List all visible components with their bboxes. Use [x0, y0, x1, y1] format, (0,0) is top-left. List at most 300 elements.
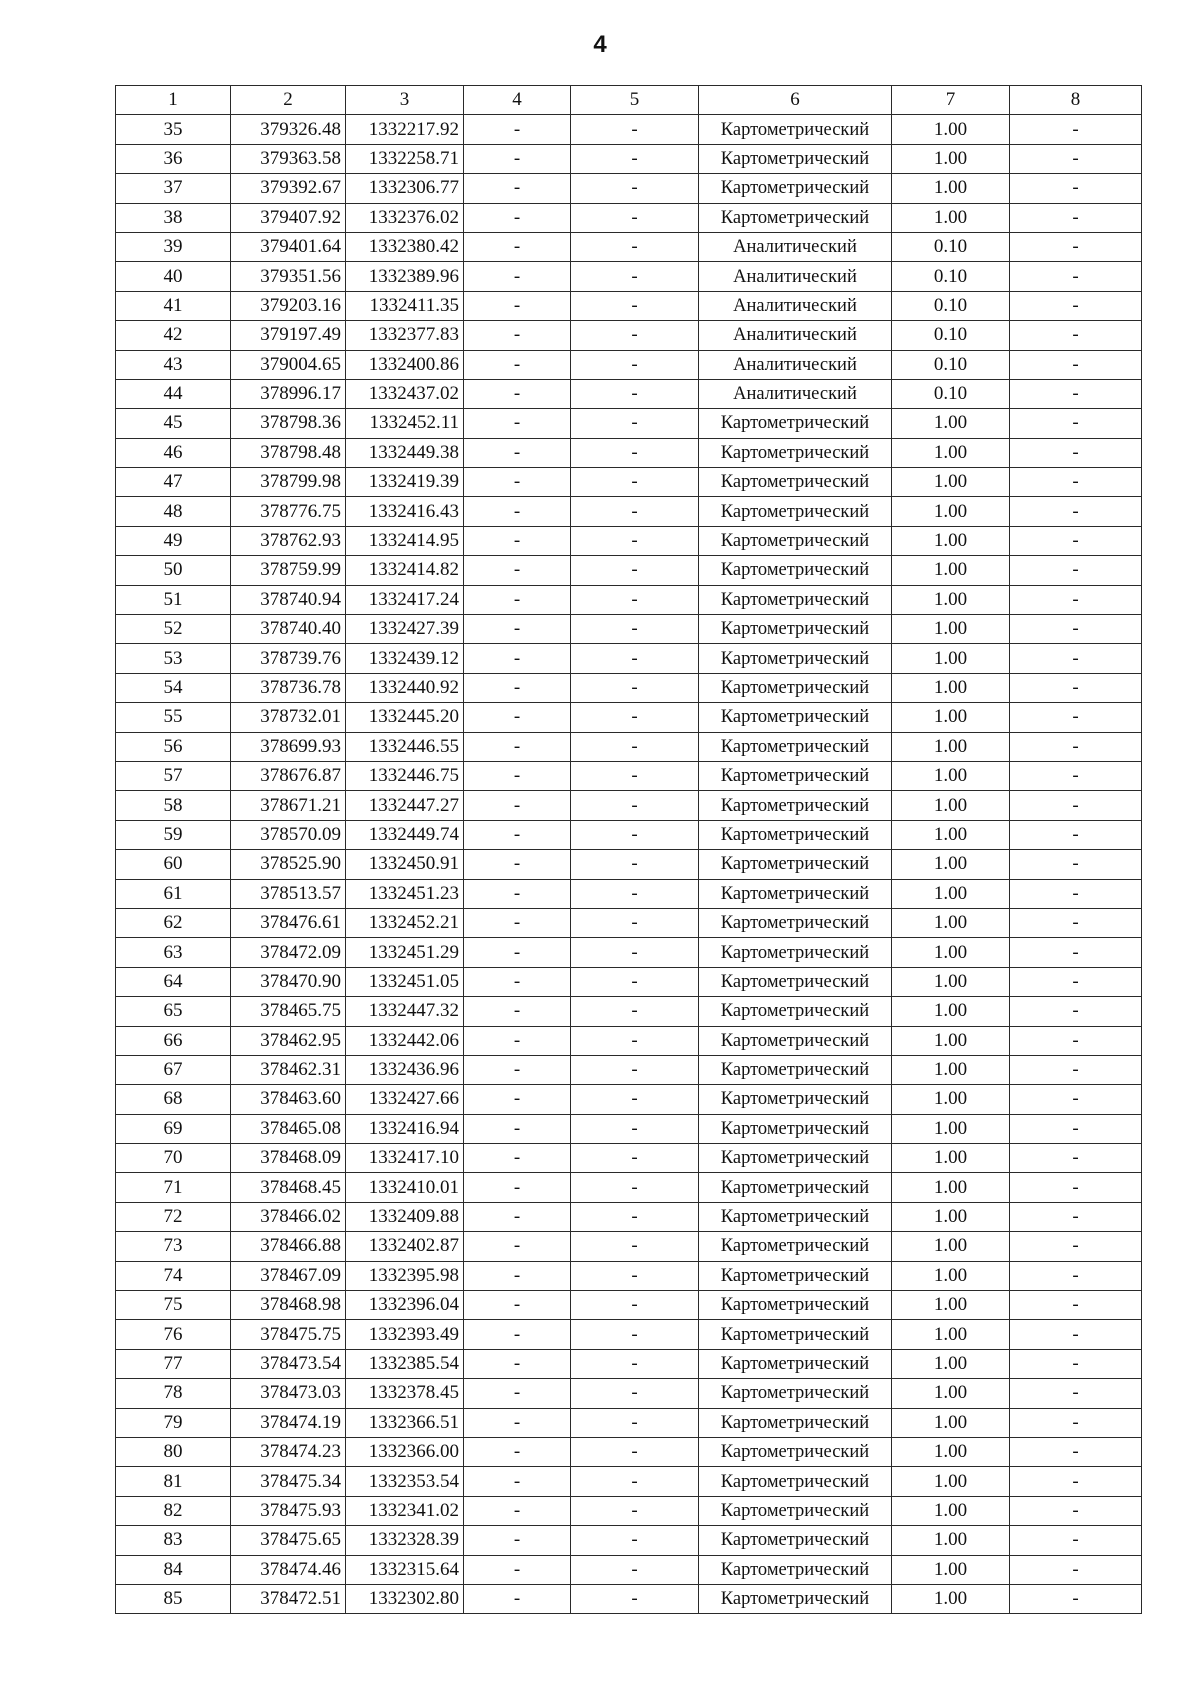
cell-col-8: - [1010, 1526, 1142, 1555]
cell-accuracy: 1.00 [892, 732, 1010, 761]
table-row [116, 967, 1142, 996]
cell-coord-x: 378468.09 [231, 1144, 346, 1173]
cell-coord-x: 378472.51 [231, 1584, 346, 1613]
cell-col-8: - [1010, 673, 1142, 702]
cell-col-4: - [464, 1055, 571, 1084]
cell-col-5: - [571, 409, 699, 438]
cell-col-8: - [1010, 1055, 1142, 1084]
cell-coord-x: 378762.93 [231, 526, 346, 555]
cell-method: Картометрический [699, 1584, 892, 1613]
cell-accuracy: 1.00 [892, 703, 1010, 732]
cell-coord-x: 378475.65 [231, 1526, 346, 1555]
cell-col-5: - [571, 1173, 699, 1202]
cell-point-number: 36 [116, 144, 231, 173]
cell-coord-x: 378468.98 [231, 1291, 346, 1320]
cell-accuracy: 1.00 [892, 850, 1010, 879]
cell-coord-y: 1332409.88 [346, 1202, 464, 1231]
cell-coord-y: 1332417.24 [346, 585, 464, 614]
cell-coord-y: 1332328.39 [346, 1526, 464, 1555]
cell-col-8: - [1010, 1408, 1142, 1437]
cell-coord-x: 378476.61 [231, 908, 346, 937]
cell-col-4: - [464, 1496, 571, 1525]
table-row [116, 850, 1142, 879]
cell-coord-x: 379197.49 [231, 321, 346, 350]
cell-col-8: - [1010, 1261, 1142, 1290]
cell-col-8: - [1010, 761, 1142, 790]
cell-accuracy: 1.00 [892, 115, 1010, 144]
cell-point-number: 78 [116, 1379, 231, 1408]
cell-col-4: - [464, 1232, 571, 1261]
cell-accuracy: 1.00 [892, 1261, 1010, 1290]
cell-col-4: - [464, 144, 571, 173]
table-row [116, 526, 1142, 555]
cell-col-4: - [464, 1291, 571, 1320]
cell-point-number: 61 [116, 879, 231, 908]
table-row [116, 1232, 1142, 1261]
table-row [116, 379, 1142, 408]
cell-col-4: - [464, 1085, 571, 1114]
cell-col-4: - [464, 761, 571, 790]
cell-coord-x: 378570.09 [231, 820, 346, 849]
cell-method: Картометрический [699, 1114, 892, 1143]
cell-point-number: 64 [116, 967, 231, 996]
cell-coord-x: 379203.16 [231, 291, 346, 320]
cell-accuracy: 1.00 [892, 409, 1010, 438]
cell-point-number: 37 [116, 174, 231, 203]
cell-point-number: 57 [116, 761, 231, 790]
cell-method: Картометрический [699, 997, 892, 1026]
cell-method: Картометрический [699, 497, 892, 526]
cell-col-5: - [571, 321, 699, 350]
cell-coord-x: 378759.99 [231, 556, 346, 585]
cell-col-8: - [1010, 879, 1142, 908]
cell-accuracy: 1.00 [892, 1555, 1010, 1584]
cell-col-8: - [1010, 791, 1142, 820]
table-row [116, 409, 1142, 438]
cell-col-8: - [1010, 1467, 1142, 1496]
cell-coord-x: 378799.98 [231, 468, 346, 497]
cell-col-8: - [1010, 938, 1142, 967]
cell-accuracy: 1.00 [892, 144, 1010, 173]
cell-coord-y: 1332452.11 [346, 409, 464, 438]
cell-coord-x: 378525.90 [231, 850, 346, 879]
cell-coord-y: 1332439.12 [346, 644, 464, 673]
cell-col-4: - [464, 350, 571, 379]
cell-coord-x: 378475.93 [231, 1496, 346, 1525]
cell-col-4: - [464, 1026, 571, 1055]
table-row [116, 703, 1142, 732]
table-row [116, 1320, 1142, 1349]
cell-accuracy: 1.00 [892, 1173, 1010, 1202]
table-row [116, 908, 1142, 937]
cell-col-5: - [571, 673, 699, 702]
column-header-3: 3 [346, 86, 464, 115]
cell-coord-y: 1332451.23 [346, 879, 464, 908]
cell-point-number: 67 [116, 1055, 231, 1084]
cell-col-4: - [464, 232, 571, 261]
table-row [116, 820, 1142, 849]
table-row [116, 1496, 1142, 1525]
cell-col-4: - [464, 703, 571, 732]
cell-accuracy: 1.00 [892, 791, 1010, 820]
cell-coord-x: 378466.02 [231, 1202, 346, 1231]
cell-accuracy: 0.10 [892, 350, 1010, 379]
cell-coord-y: 1332414.95 [346, 526, 464, 555]
cell-coord-y: 1332416.43 [346, 497, 464, 526]
cell-coord-y: 1332389.96 [346, 262, 464, 291]
cell-coord-y: 1332378.45 [346, 1379, 464, 1408]
cell-col-5: - [571, 1408, 699, 1437]
cell-col-5: - [571, 350, 699, 379]
cell-col-4: - [464, 1437, 571, 1466]
cell-coord-x: 378740.94 [231, 585, 346, 614]
cell-coord-y: 1332366.00 [346, 1437, 464, 1466]
cell-method: Аналитический [699, 379, 892, 408]
cell-point-number: 42 [116, 321, 231, 350]
cell-accuracy: 1.00 [892, 1467, 1010, 1496]
cell-col-4: - [464, 526, 571, 555]
cell-coord-x: 378513.57 [231, 879, 346, 908]
table-row [116, 732, 1142, 761]
cell-col-8: - [1010, 1379, 1142, 1408]
cell-method: Картометрический [699, 468, 892, 497]
cell-coord-x: 378732.01 [231, 703, 346, 732]
table-row [116, 585, 1142, 614]
cell-col-5: - [571, 1202, 699, 1231]
cell-coord-y: 1332417.10 [346, 1144, 464, 1173]
cell-method: Картометрический [699, 703, 892, 732]
cell-coord-y: 1332410.01 [346, 1173, 464, 1202]
cell-accuracy: 1.00 [892, 1379, 1010, 1408]
table-row [116, 438, 1142, 467]
cell-method: Картометрический [699, 1379, 892, 1408]
cell-col-8: - [1010, 144, 1142, 173]
cell-col-4: - [464, 997, 571, 1026]
cell-coord-y: 1332258.71 [346, 144, 464, 173]
cell-col-5: - [571, 556, 699, 585]
table-row [116, 1437, 1142, 1466]
cell-col-8: - [1010, 468, 1142, 497]
cell-col-5: - [571, 1555, 699, 1584]
cell-accuracy: 0.10 [892, 232, 1010, 261]
cell-col-4: - [464, 1261, 571, 1290]
cell-coord-y: 1332396.04 [346, 1291, 464, 1320]
cell-col-4: - [464, 262, 571, 291]
cell-accuracy: 1.00 [892, 1291, 1010, 1320]
cell-coord-y: 1332449.38 [346, 438, 464, 467]
column-header-6: 6 [699, 86, 892, 115]
cell-col-4: - [464, 468, 571, 497]
cell-coord-y: 1332416.94 [346, 1114, 464, 1143]
cell-col-4: - [464, 1144, 571, 1173]
cell-accuracy: 1.00 [892, 938, 1010, 967]
cell-col-8: - [1010, 203, 1142, 232]
cell-point-number: 47 [116, 468, 231, 497]
cell-coord-y: 1332447.32 [346, 997, 464, 1026]
cell-col-4: - [464, 967, 571, 996]
table-row [116, 174, 1142, 203]
cell-accuracy: 0.10 [892, 262, 1010, 291]
cell-col-8: - [1010, 732, 1142, 761]
coordinates-table [115, 85, 1142, 1614]
table-row [116, 997, 1142, 1026]
cell-method: Картометрический [699, 938, 892, 967]
cell-coord-x: 379407.92 [231, 203, 346, 232]
table-row [116, 1202, 1142, 1231]
cell-method: Картометрический [699, 556, 892, 585]
cell-method: Аналитический [699, 321, 892, 350]
cell-col-5: - [571, 997, 699, 1026]
cell-col-5: - [571, 379, 699, 408]
cell-col-4: - [464, 644, 571, 673]
cell-col-8: - [1010, 967, 1142, 996]
column-header-4: 4 [464, 86, 571, 115]
cell-col-5: - [571, 144, 699, 173]
cell-coord-x: 378739.76 [231, 644, 346, 673]
cell-coord-x: 378776.75 [231, 497, 346, 526]
cell-col-8: - [1010, 820, 1142, 849]
cell-accuracy: 1.00 [892, 468, 1010, 497]
cell-col-4: - [464, 1526, 571, 1555]
header-row [116, 86, 1142, 115]
cell-coord-x: 378473.54 [231, 1349, 346, 1378]
cell-col-4: - [464, 497, 571, 526]
table-row [116, 1349, 1142, 1378]
cell-col-4: - [464, 820, 571, 849]
cell-coord-x: 378467.09 [231, 1261, 346, 1290]
cell-col-4: - [464, 291, 571, 320]
cell-accuracy: 0.10 [892, 321, 1010, 350]
table-row [116, 1114, 1142, 1143]
cell-accuracy: 1.00 [892, 1055, 1010, 1084]
table-header [116, 86, 1142, 115]
cell-col-5: - [571, 732, 699, 761]
cell-coord-y: 1332440.92 [346, 673, 464, 702]
cell-method: Картометрический [699, 1555, 892, 1584]
cell-col-5: - [571, 850, 699, 879]
cell-coord-y: 1332442.06 [346, 1026, 464, 1055]
cell-coord-y: 1332402.87 [346, 1232, 464, 1261]
table-row [116, 497, 1142, 526]
cell-col-8: - [1010, 1320, 1142, 1349]
cell-method: Картометрический [699, 526, 892, 555]
cell-coord-x: 378736.78 [231, 673, 346, 702]
cell-coord-x: 378798.36 [231, 409, 346, 438]
cell-point-number: 65 [116, 997, 231, 1026]
cell-col-5: - [571, 468, 699, 497]
cell-accuracy: 1.00 [892, 1026, 1010, 1055]
cell-accuracy: 1.00 [892, 673, 1010, 702]
cell-coord-x: 378798.48 [231, 438, 346, 467]
table-row [116, 615, 1142, 644]
cell-coord-y: 1332306.77 [346, 174, 464, 203]
cell-coord-y: 1332414.82 [346, 556, 464, 585]
cell-col-8: - [1010, 1232, 1142, 1261]
cell-coord-y: 1332217.92 [346, 115, 464, 144]
table-row [116, 144, 1142, 173]
cell-col-4: - [464, 1408, 571, 1437]
cell-point-number: 49 [116, 526, 231, 555]
cell-coord-x: 379351.56 [231, 262, 346, 291]
cell-col-5: - [571, 526, 699, 555]
table-row [116, 291, 1142, 320]
table-row [116, 232, 1142, 261]
cell-method: Картометрический [699, 1261, 892, 1290]
cell-coord-y: 1332451.05 [346, 967, 464, 996]
cell-method: Картометрический [699, 761, 892, 790]
cell-point-number: 51 [116, 585, 231, 614]
cell-point-number: 83 [116, 1526, 231, 1555]
cell-col-8: - [1010, 321, 1142, 350]
cell-col-5: - [571, 232, 699, 261]
cell-point-number: 50 [116, 556, 231, 585]
cell-coord-x: 378472.09 [231, 938, 346, 967]
table-row [116, 673, 1142, 702]
cell-coord-x: 378474.46 [231, 1555, 346, 1584]
table-body [116, 115, 1142, 1614]
cell-coord-y: 1332395.98 [346, 1261, 464, 1290]
table-row [116, 761, 1142, 790]
cell-col-8: - [1010, 291, 1142, 320]
cell-accuracy: 1.00 [892, 997, 1010, 1026]
cell-accuracy: 1.00 [892, 438, 1010, 467]
cell-col-5: - [571, 1085, 699, 1114]
cell-col-4: - [464, 556, 571, 585]
cell-col-4: - [464, 673, 571, 702]
cell-col-8: - [1010, 1085, 1142, 1114]
table-row [116, 556, 1142, 585]
cell-coord-x: 378996.17 [231, 379, 346, 408]
cell-point-number: 46 [116, 438, 231, 467]
cell-col-5: - [571, 1026, 699, 1055]
cell-col-4: - [464, 203, 571, 232]
cell-coord-y: 1332366.51 [346, 1408, 464, 1437]
cell-col-8: - [1010, 1555, 1142, 1584]
cell-col-8: - [1010, 556, 1142, 585]
cell-point-number: 84 [116, 1555, 231, 1584]
cell-col-5: - [571, 908, 699, 937]
cell-col-4: - [464, 115, 571, 144]
table-row [116, 791, 1142, 820]
cell-col-4: - [464, 321, 571, 350]
cell-method: Картометрический [699, 732, 892, 761]
cell-point-number: 60 [116, 850, 231, 879]
cell-coord-x: 378475.75 [231, 1320, 346, 1349]
cell-coord-y: 1332449.74 [346, 820, 464, 849]
cell-accuracy: 1.00 [892, 1584, 1010, 1613]
cell-point-number: 70 [116, 1144, 231, 1173]
cell-coord-y: 1332393.49 [346, 1320, 464, 1349]
cell-accuracy: 1.00 [892, 967, 1010, 996]
cell-method: Картометрический [699, 1085, 892, 1114]
page-number: 4 [593, 31, 607, 58]
cell-point-number: 85 [116, 1584, 231, 1613]
cell-coord-x: 378740.40 [231, 615, 346, 644]
cell-col-5: - [571, 203, 699, 232]
column-header-5: 5 [571, 86, 699, 115]
cell-coord-x: 378676.87 [231, 761, 346, 790]
cell-accuracy: 1.00 [892, 1114, 1010, 1143]
cell-col-4: - [464, 1320, 571, 1349]
cell-col-5: - [571, 1349, 699, 1378]
cell-method: Аналитический [699, 262, 892, 291]
table-row [116, 468, 1142, 497]
cell-col-4: - [464, 850, 571, 879]
cell-col-4: - [464, 938, 571, 967]
table-row [116, 938, 1142, 967]
cell-col-8: - [1010, 1173, 1142, 1202]
cell-col-4: - [464, 1173, 571, 1202]
cell-coord-y: 1332452.21 [346, 908, 464, 937]
cell-coord-y: 1332377.83 [346, 321, 464, 350]
cell-accuracy: 1.00 [892, 879, 1010, 908]
table-row [116, 1467, 1142, 1496]
cell-point-number: 58 [116, 791, 231, 820]
cell-method: Аналитический [699, 232, 892, 261]
cell-col-5: - [571, 1291, 699, 1320]
cell-method: Картометрический [699, 1173, 892, 1202]
cell-accuracy: 1.00 [892, 1437, 1010, 1466]
table-row [116, 203, 1142, 232]
cell-method: Картометрический [699, 820, 892, 849]
cell-coord-y: 1332436.96 [346, 1055, 464, 1084]
cell-col-5: - [571, 115, 699, 144]
cell-col-8: - [1010, 703, 1142, 732]
cell-accuracy: 1.00 [892, 203, 1010, 232]
table-row [116, 1526, 1142, 1555]
cell-col-8: - [1010, 644, 1142, 673]
cell-accuracy: 1.00 [892, 1349, 1010, 1378]
cell-col-5: - [571, 615, 699, 644]
table-row [116, 1408, 1142, 1437]
cell-col-5: - [571, 1379, 699, 1408]
cell-coord-y: 1332446.75 [346, 761, 464, 790]
cell-col-5: - [571, 1144, 699, 1173]
cell-col-5: - [571, 1261, 699, 1290]
cell-col-8: - [1010, 115, 1142, 144]
cell-method: Картометрический [699, 1026, 892, 1055]
table-row [116, 1144, 1142, 1173]
cell-method: Картометрический [699, 409, 892, 438]
cell-coord-y: 1332437.02 [346, 379, 464, 408]
cell-col-5: - [571, 644, 699, 673]
table-row [116, 1379, 1142, 1408]
cell-accuracy: 1.00 [892, 1496, 1010, 1525]
cell-accuracy: 0.10 [892, 379, 1010, 408]
cell-point-number: 54 [116, 673, 231, 702]
cell-point-number: 80 [116, 1437, 231, 1466]
cell-point-number: 40 [116, 262, 231, 291]
cell-accuracy: 1.00 [892, 1320, 1010, 1349]
table-row [116, 1291, 1142, 1320]
cell-col-4: - [464, 585, 571, 614]
cell-coord-y: 1332446.55 [346, 732, 464, 761]
table-row [116, 1555, 1142, 1584]
cell-coord-x: 378473.03 [231, 1379, 346, 1408]
cell-col-8: - [1010, 379, 1142, 408]
table-row [116, 879, 1142, 908]
cell-accuracy: 1.00 [892, 615, 1010, 644]
cell-col-5: - [571, 938, 699, 967]
cell-coord-y: 1332427.39 [346, 615, 464, 644]
cell-point-number: 71 [116, 1173, 231, 1202]
cell-col-5: - [571, 1437, 699, 1466]
cell-col-4: - [464, 1555, 571, 1584]
cell-coord-x: 379401.64 [231, 232, 346, 261]
cell-method: Картометрический [699, 879, 892, 908]
cell-accuracy: 1.00 [892, 820, 1010, 849]
cell-col-5: - [571, 1320, 699, 1349]
